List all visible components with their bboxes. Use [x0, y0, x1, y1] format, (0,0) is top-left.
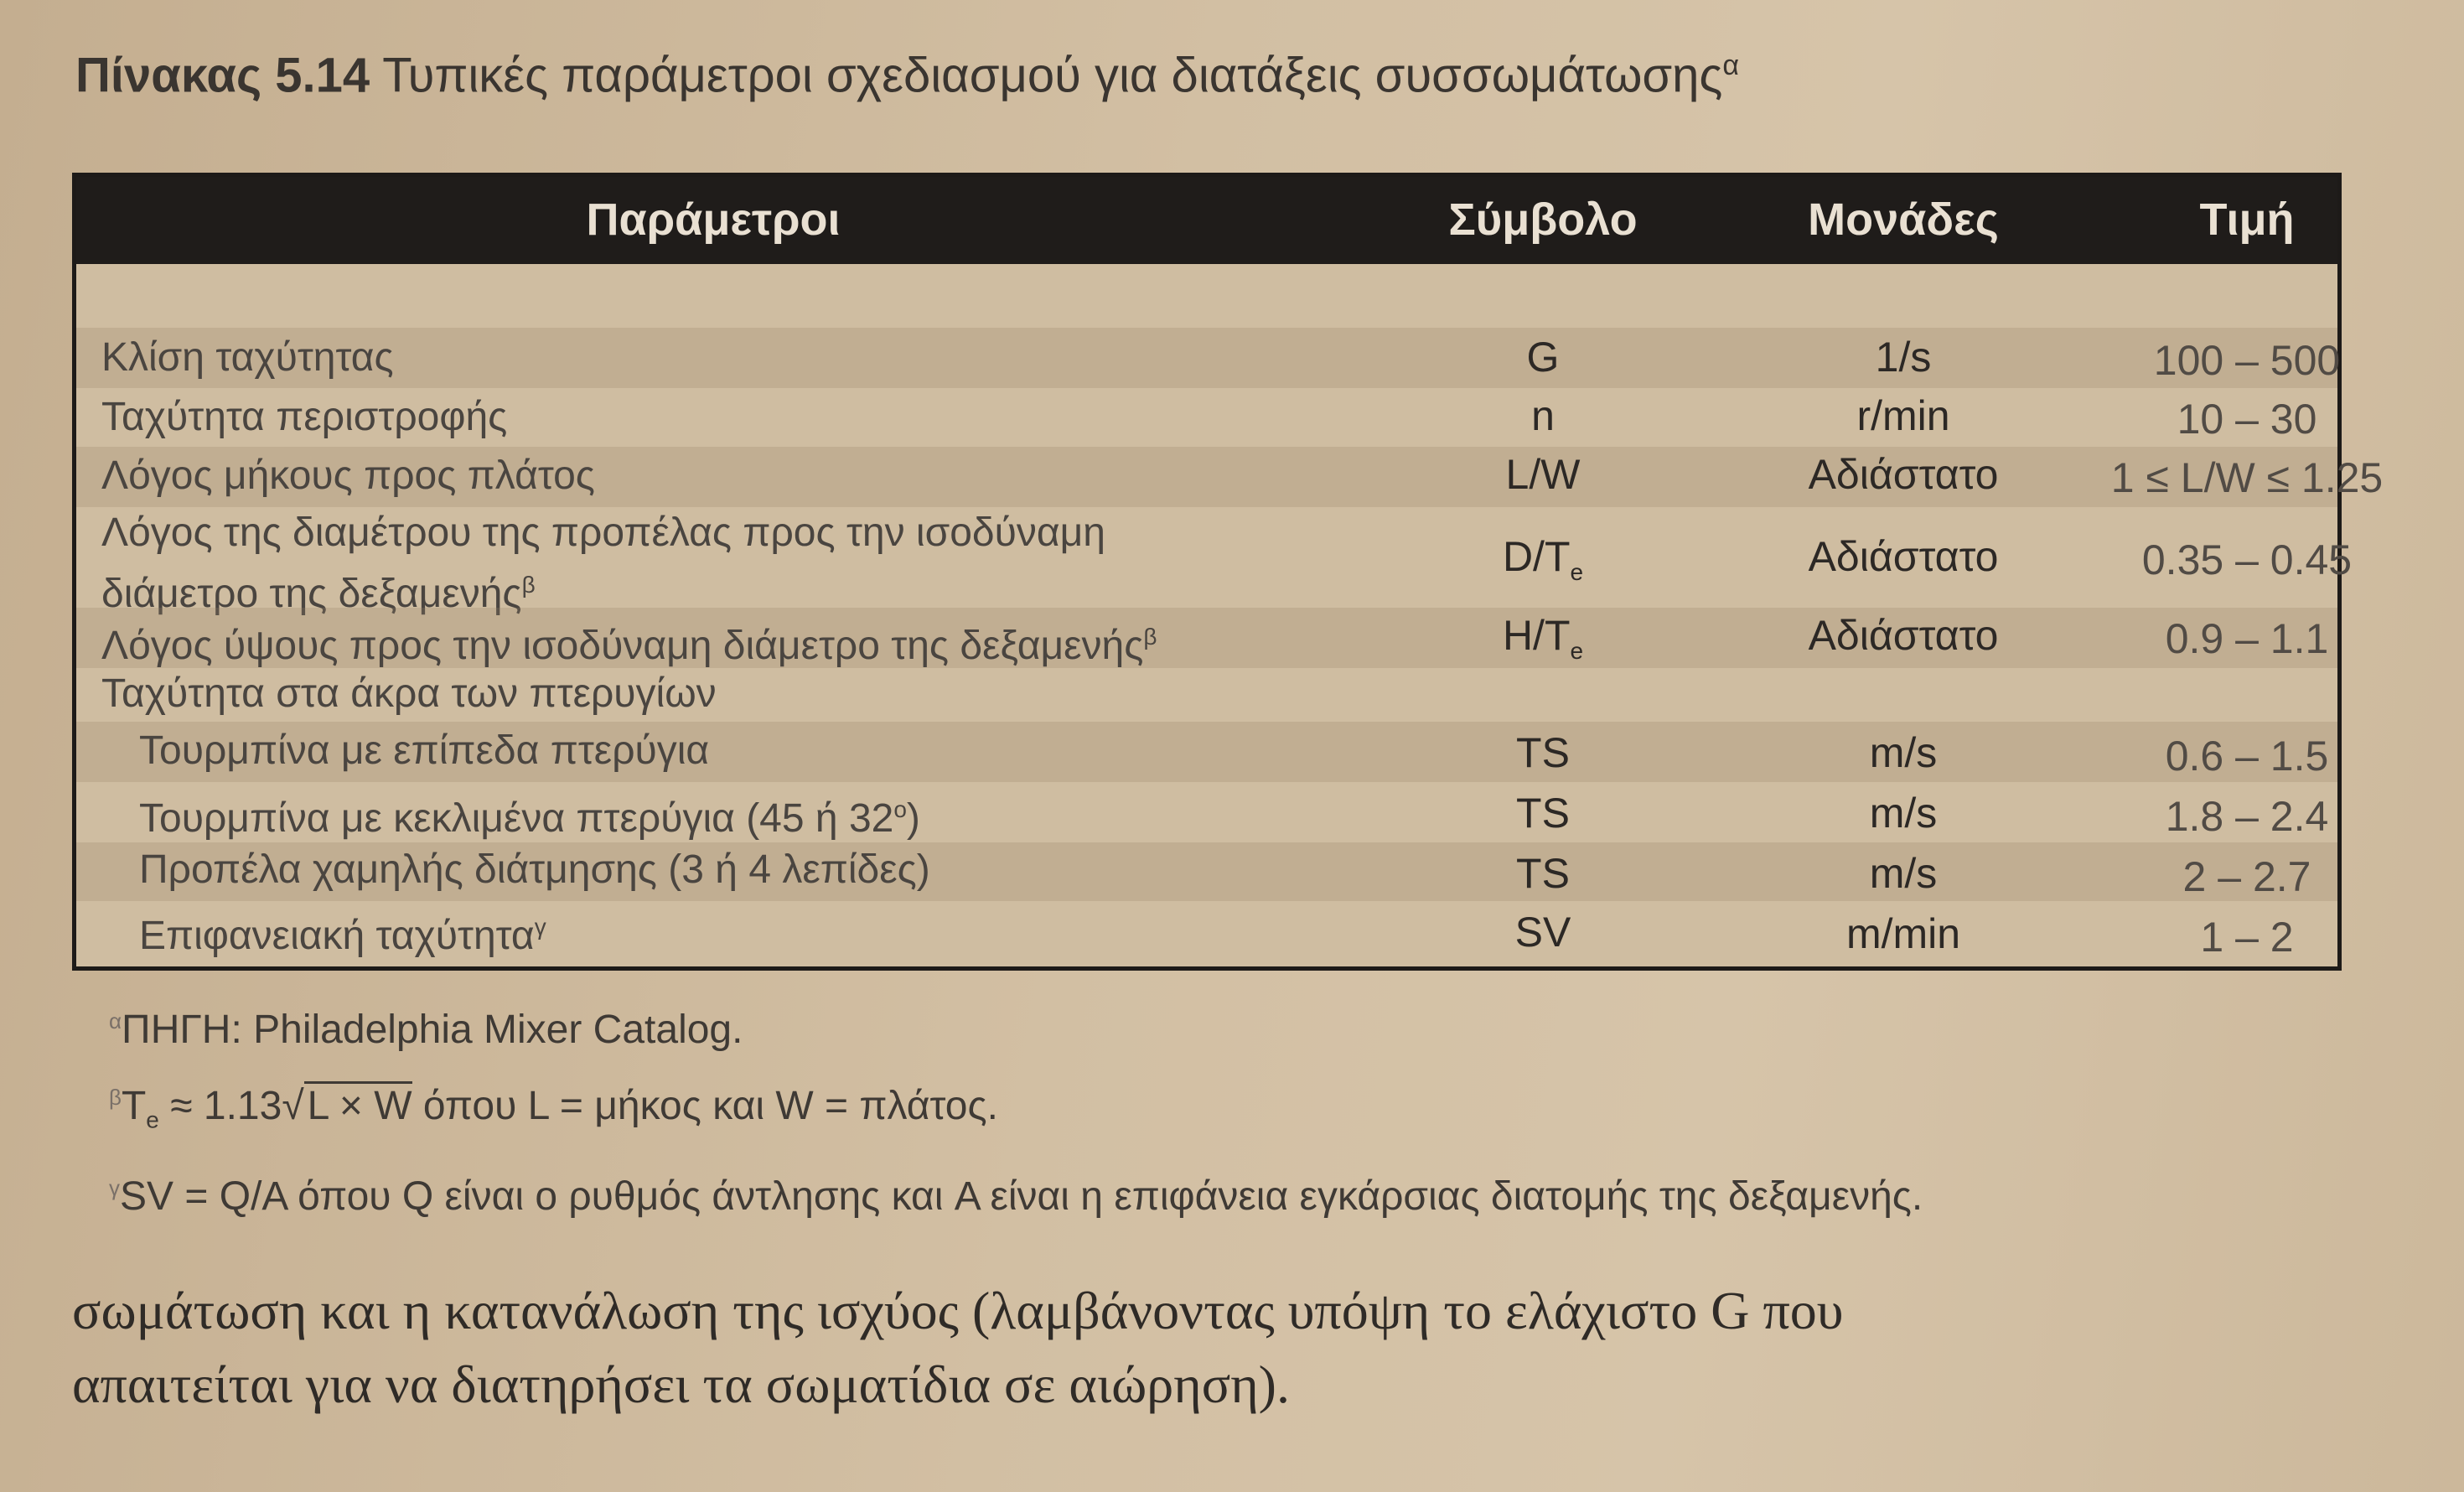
param-value: 0.35 – 0.45 — [2141, 536, 2353, 583]
footnote-text: SV = Q/A όπου Q είναι ο ρυθμός άντλησης και A είναι η επιφάνεια εγκάρσιας διατομής της δεξαμενής. — [120, 1173, 1923, 1219]
header-parameters: Παράμετροι — [586, 194, 841, 245]
param-name — [139, 784, 1396, 845]
footnote-equivalent-diameter: $^\beta T_e \approx 1.13√L \times W$ όπου L = μήκος και W = πλάτος. — [109, 1064, 2288, 1154]
param-group-name: Ταχύτητα στα άκρα των πτερυγίων — [101, 671, 717, 716]
paragraph-line: σωμάτωση και η κατανάλωση της ισχύος (λαμβάνοντας υπόψη το ελάχιστο G που — [72, 1281, 1844, 1340]
table-row-group-label — [76, 668, 2337, 722]
table-row — [76, 388, 2337, 447]
param-units: Αδιάστατο — [1808, 612, 1999, 659]
param-symbol — [1384, 611, 1702, 665]
param-value: 1.8 – 2.4 — [2165, 793, 2329, 840]
footnote-marker: β — [1143, 624, 1157, 650]
param-symbol: G — [1526, 334, 1560, 381]
footnote-marker: γ — [109, 1174, 120, 1200]
param-units: m/s — [1869, 790, 1938, 837]
symbol-text: D/T — [1502, 533, 1571, 580]
param-name — [101, 507, 1359, 620]
param-symbol: SV — [1514, 909, 1571, 956]
formula-radicand: L × W — [304, 1081, 412, 1128]
param-symbol: n — [1531, 392, 1555, 439]
footnote-source — [109, 987, 2288, 1064]
param-value: 2 – 2.7 — [2182, 853, 2311, 900]
footnote-text: ΠΗΓΗ: Philadelphia Mixer Catalog. — [122, 1008, 743, 1052]
table-row — [76, 608, 2337, 668]
param-value: 100 – 500 — [2153, 337, 2341, 384]
param-value: 1 – 2 — [2200, 914, 2294, 961]
formula-subscript: e — [146, 1106, 159, 1133]
param-units: Αδιάστατο — [1808, 451, 1999, 498]
degree-marker: o — [893, 796, 907, 822]
table-row — [76, 782, 2337, 842]
param-name-text: Τουρμπίνα με κεκλιμένα πτερύγια (45 ή 32 — [139, 796, 894, 841]
param-units: m/s — [1869, 850, 1938, 897]
formula-symbol: T — [121, 1084, 147, 1128]
param-units: r/min — [1856, 392, 1950, 439]
param-units: m/min — [1845, 910, 1961, 957]
table-row — [76, 507, 2353, 616]
table-number: Πίνακας 5.14 — [75, 48, 370, 103]
param-units: m/s — [1869, 729, 1938, 776]
footnote-marker: β — [109, 1085, 122, 1110]
param-name-line1: Λόγος της διαμέτρου της προπέλας προς την ισοδύναμη — [101, 510, 1105, 555]
param-name: Τουρμπίνα με επίπεδα πτερύγια — [139, 728, 710, 773]
param-value: 0.6 – 1.5 — [2165, 733, 2329, 780]
param-symbol: L/W — [1505, 451, 1581, 498]
header-symbol: Σύμβολο — [1448, 194, 1638, 245]
table-caption — [75, 32, 2338, 109]
param-name: Προπέλα χαμηλής διάτμησης (3 ή 4 λεπίδες) — [139, 847, 930, 892]
caption-footnote-marker: α — [1722, 49, 1740, 81]
param-name: Κλίση ταχύτητας — [101, 335, 394, 380]
formula-coefficient: ≈ 1.13 — [158, 1084, 282, 1128]
param-value: 10 – 30 — [2177, 396, 2317, 443]
table-row — [76, 722, 2337, 782]
symbol-text: H/T — [1502, 612, 1571, 659]
footnote-marker: β — [521, 572, 536, 598]
param-value: 0.9 – 1.1 — [2165, 615, 2329, 662]
param-value: 1 ≤ L/W ≤ 1.25 — [2110, 454, 2384, 501]
param-name — [139, 901, 1396, 962]
footnote-marker: γ — [534, 914, 546, 940]
table-row — [76, 842, 2337, 901]
footnote-superficial-velocity — [109, 1154, 2288, 1230]
param-name-close: ) — [906, 796, 920, 841]
design-parameters-table — [72, 173, 2384, 971]
param-units: Αδιάστατο — [1808, 533, 1999, 580]
symbol-subscript: e — [1570, 559, 1584, 585]
body-paragraph — [72, 1274, 2335, 1422]
param-symbol — [1384, 532, 1702, 586]
param-name-text: Επιφανειακή ταχύτητα — [139, 914, 535, 958]
param-name-text: Λόγος ύψους προς την ισοδύναμη διάμετρο της δεξαμενής — [101, 624, 1144, 668]
param-symbol: TS — [1516, 790, 1570, 837]
table-row — [76, 901, 2337, 966]
table-row — [76, 328, 2341, 388]
param-symbol: TS — [1516, 850, 1570, 897]
paragraph-line: απαιτείται για να διατηρήσει τα σωματίδια σε αιώρηση). — [72, 1355, 1290, 1414]
table-footnotes — [109, 987, 2288, 1230]
param-name: Λόγος μήκους προς πλάτος — [101, 453, 595, 498]
param-symbol: TS — [1516, 729, 1570, 776]
footnote-marker: α — [109, 1008, 122, 1034]
table-row — [76, 447, 2384, 507]
footnote-text: όπου L = μήκος και W = πλάτος. — [412, 1084, 998, 1128]
param-name-line2: διάμετρο της δεξαμενής — [101, 572, 522, 616]
table-title: Τυπικές παράμετροι σχεδιασμού για διατάξεις συσσωμάτωσης — [382, 48, 1723, 103]
param-name: Ταχύτητα περιστροφής — [101, 395, 508, 439]
param-name — [101, 611, 1359, 672]
table-header — [76, 177, 2337, 264]
symbol-subscript: e — [1570, 638, 1584, 664]
header-units: Μονάδες — [1808, 194, 1999, 245]
header-value: Τιμή — [2199, 194, 2295, 245]
param-units: 1/s — [1875, 334, 1932, 381]
